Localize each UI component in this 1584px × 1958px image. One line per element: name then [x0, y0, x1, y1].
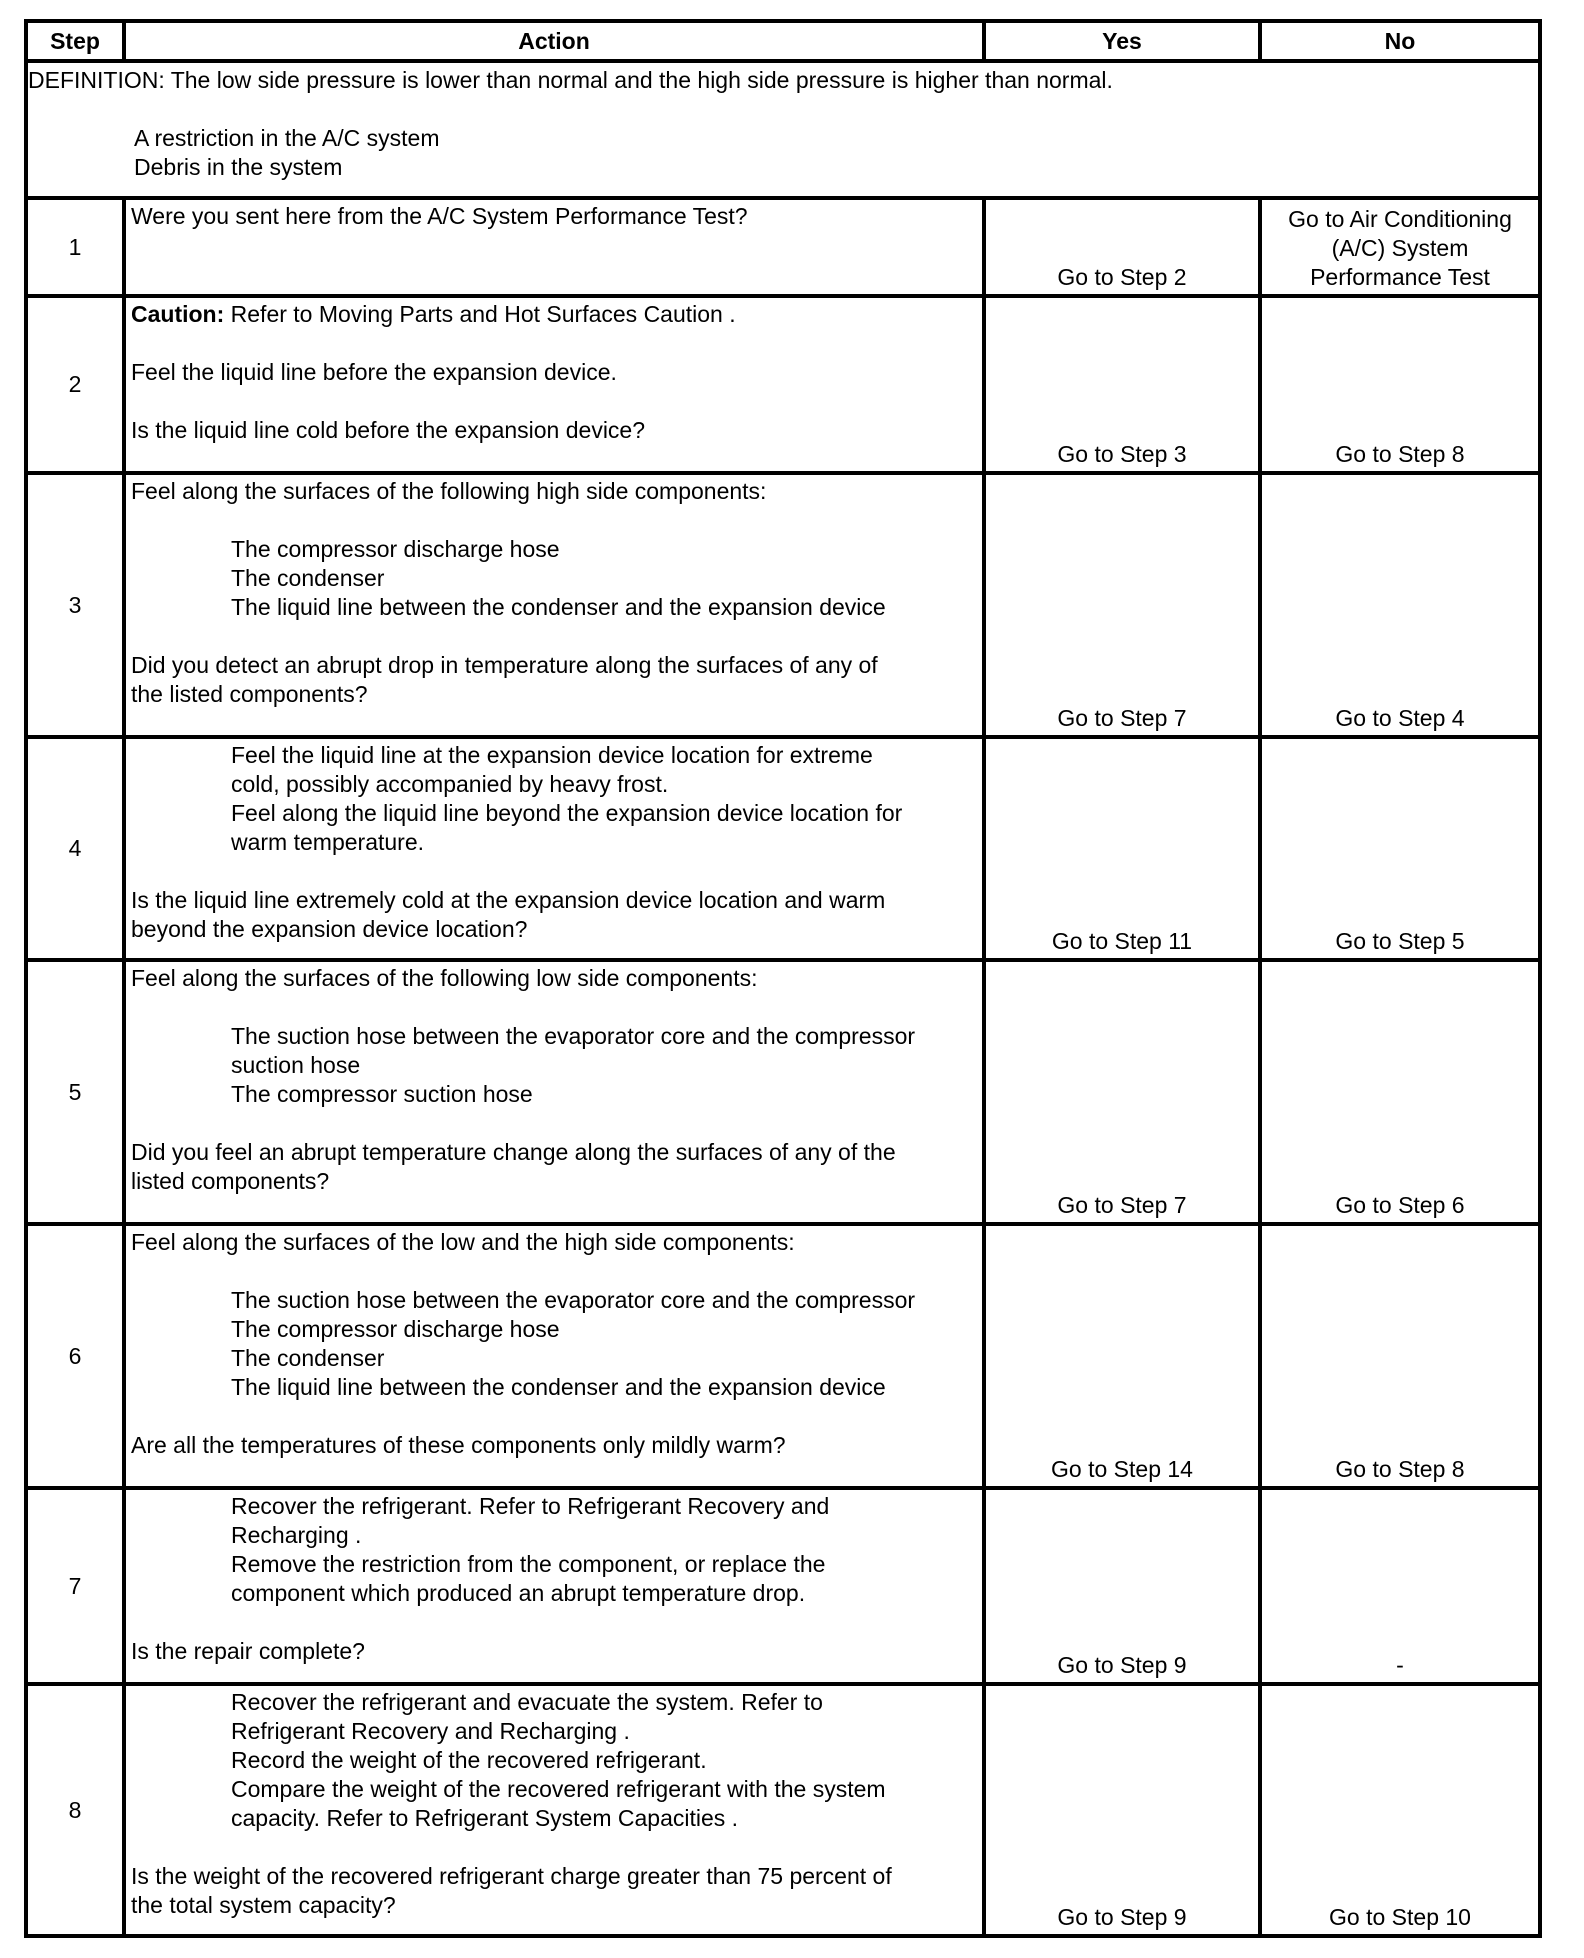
step-row-6	[26, 1224, 1540, 1488]
question-text: listed components?	[131, 1168, 330, 1194]
list-item: The liquid line between the condenser and the expansion device	[231, 1374, 886, 1400]
no-cell: Go to Step 4	[1260, 473, 1540, 737]
intro-text: Feel along the surfaces of the low and the high side components:	[131, 1229, 795, 1255]
list-item: The condenser	[231, 1345, 385, 1371]
no-line: (A/C) System	[1331, 235, 1469, 261]
question-text: Is the liquid line cold before the expansion device?	[131, 417, 646, 443]
question-text: Did you detect an abrupt drop in temperature along the surfaces of any of	[131, 652, 878, 678]
intro-text: Feel along the surfaces of the following low side components:	[131, 965, 758, 991]
list-item: Refrigerant Recovery and Recharging .	[231, 1718, 630, 1744]
no-cell: -	[1260, 1488, 1540, 1684]
question-text: the listed components?	[131, 681, 368, 707]
header-row	[26, 21, 1540, 61]
step-row-8	[26, 1684, 1540, 1936]
question-text: Is the repair complete?	[131, 1638, 365, 1664]
no-cell: Go to Step 8	[1260, 1224, 1540, 1488]
action-cell	[124, 960, 984, 1224]
action-cell	[124, 1488, 984, 1684]
list-item: Feel the liquid line at the expansion device location for extreme	[231, 742, 873, 768]
question-text: Were you sent here from the A/C System Performance Test?	[131, 203, 748, 229]
caution-label: Caution:	[131, 301, 225, 327]
step-number: 2	[26, 296, 124, 473]
step-row-1	[26, 198, 1540, 296]
question-text: beyond the expansion device location?	[131, 916, 528, 942]
step-row-4	[26, 737, 1540, 960]
definition-row	[26, 61, 1540, 198]
step-row-2	[26, 296, 1540, 473]
action-cell	[124, 737, 984, 960]
list-item: The compressor discharge hose	[231, 536, 560, 562]
step-number: 6	[26, 1224, 124, 1488]
yes-header: Yes	[984, 21, 1260, 61]
caution-note	[131, 300, 976, 329]
no-line: Go to Air Conditioning	[1288, 206, 1512, 232]
diagnostic-table	[24, 19, 1542, 1938]
step-row-7	[26, 1488, 1540, 1684]
caution-text: Refer to Moving Parts and Hot Surfaces Caution .	[224, 301, 736, 327]
yes-cell: Go to Step 11	[984, 737, 1260, 960]
list-item: suction hose	[231, 1052, 361, 1078]
yes-cell: Go to Step 14	[984, 1224, 1260, 1488]
list-item: component which produced an abrupt temperature drop.	[231, 1580, 806, 1606]
list-item: The compressor discharge hose	[231, 1316, 560, 1342]
instruction-text: Feel the liquid line before the expansion device.	[131, 359, 617, 385]
intro-text: Feel along the surfaces of the following high side components:	[131, 478, 767, 504]
action-cell	[124, 296, 984, 473]
no-header: No	[1260, 21, 1540, 61]
list-item: The suction hose between the evaporator core and the compressor	[231, 1023, 916, 1049]
step-number: 8	[26, 1684, 124, 1936]
question-text: Is the weight of the recovered refrigerant charge greater than 75 percent of	[131, 1863, 892, 1889]
no-line: Performance Test	[1310, 264, 1490, 290]
no-cell: Go to Step 5	[1260, 737, 1540, 960]
step-row-3	[26, 473, 1540, 737]
step-number: 3	[26, 473, 124, 737]
list-item: The compressor suction hose	[231, 1081, 533, 1107]
yes-cell: Go to Step 9	[984, 1684, 1260, 1936]
list-item: Compare the weight of the recovered refrigerant with the system	[231, 1776, 886, 1802]
step-row-5	[26, 960, 1540, 1224]
yes-cell: Go to Step 2	[984, 198, 1260, 296]
step-number: 1	[26, 198, 124, 296]
step-number: 5	[26, 960, 124, 1224]
list-item: capacity. Refer to Refrigerant System Capacities .	[231, 1805, 739, 1831]
definition-item: A restriction in the A/C system	[134, 125, 440, 151]
no-cell: Go to Step 8	[1260, 296, 1540, 473]
list-item: The condenser	[231, 565, 385, 591]
action-cell	[124, 1684, 984, 1936]
no-cell: Go to Step 10	[1260, 1684, 1540, 1936]
list-item: Remove the restriction from the component, or replace the	[231, 1551, 826, 1577]
yes-cell: Go to Step 7	[984, 473, 1260, 737]
definition-cell	[26, 61, 1540, 198]
no-cell: Go to Step 6	[1260, 960, 1540, 1224]
definition-text: DEFINITION: The low side pressure is lower than normal and the high side pressure is higher than normal.	[28, 67, 1113, 93]
yes-cell: Go to Step 3	[984, 296, 1260, 473]
list-item: cold, possibly accompanied by heavy frost.	[231, 771, 669, 797]
action-cell	[124, 1224, 984, 1488]
list-item: The suction hose between the evaporator core and the compressor	[231, 1287, 916, 1313]
action-cell	[124, 473, 984, 737]
step-number: 4	[26, 737, 124, 960]
list-item: Recover the refrigerant. Refer to Refrigerant Recovery and	[231, 1493, 830, 1519]
action-header: Action	[124, 21, 984, 61]
list-item: warm temperature.	[231, 829, 425, 855]
question-text: Is the liquid line extremely cold at the expansion device location and warm	[131, 887, 886, 913]
question-text: Did you feel an abrupt temperature change along the surfaces of any of the	[131, 1139, 896, 1165]
list-item: The liquid line between the condenser and the expansion device	[231, 594, 886, 620]
yes-cell: Go to Step 7	[984, 960, 1260, 1224]
list-item: Record the weight of the recovered refrigerant.	[231, 1747, 707, 1773]
question-text: Are all the temperatures of these components only mildly warm?	[131, 1432, 786, 1458]
yes-cell: Go to Step 9	[984, 1488, 1260, 1684]
list-item: Recharging .	[231, 1522, 362, 1548]
no-cell	[1260, 198, 1540, 296]
step-header: Step	[26, 21, 124, 61]
action-cell	[124, 198, 984, 296]
question-text: the total system capacity?	[131, 1892, 396, 1918]
list-item: Recover the refrigerant and evacuate the system. Refer to	[231, 1689, 823, 1715]
definition-item: Debris in the system	[134, 154, 343, 180]
step-number: 7	[26, 1488, 124, 1684]
list-item: Feel along the liquid line beyond the expansion device location for	[231, 800, 903, 826]
